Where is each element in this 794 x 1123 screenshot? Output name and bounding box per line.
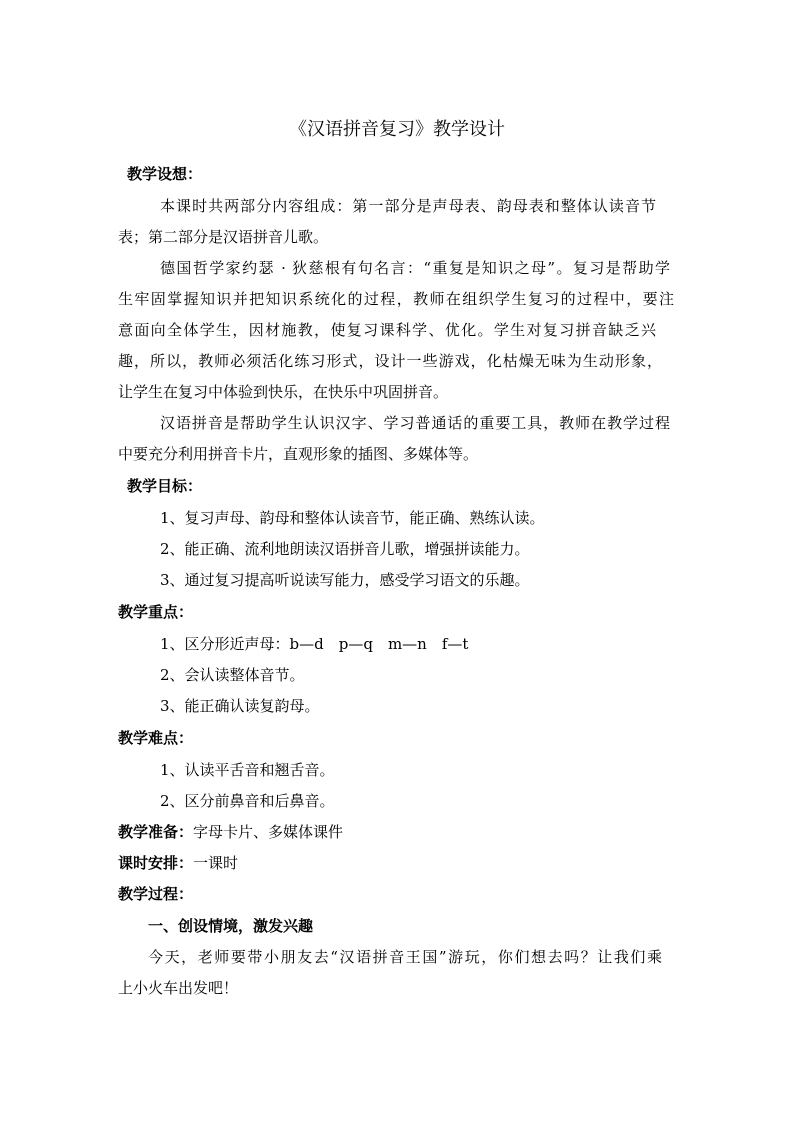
preparation-row <box>118 821 343 843</box>
schedule-label: 课时安排： <box>118 854 194 872</box>
idea-line: 趣，所以，教师必须活化练习形式，设计一些游戏，化枯燥无味为生动形象， <box>118 352 662 370</box>
difficulty-item: 2、区分前鼻音和后鼻音。 <box>160 792 335 810</box>
goal-item: 2、能正确、流利地朗读汉语拼音儿歌，增强拼读能力。 <box>160 540 530 558</box>
idea-line: 让学生在复习中体验到快乐，在快乐中巩固拼音。 <box>118 383 449 401</box>
keypoints-heading: 教学重点： <box>118 603 194 621</box>
process-line: 今天，老师要带小朋友去“汉语拼音王国”游玩，你们想去吗？让我们乘 <box>148 948 662 966</box>
goal-item: 1、复习声母、韵母和整体认读音节，能正确、熟练认读。 <box>160 509 545 527</box>
goals-heading: 教学目标： <box>127 477 203 495</box>
idea-line: 表；第二部分是汉语拼音儿歌。 <box>118 228 329 246</box>
difficulty-item: 1、认读平舌音和翘舌音。 <box>160 761 335 779</box>
idea-line: 德国哲学家约瑟 · 狄慈根有句名言：“重复是知识之母”。复习是帮助学 <box>160 259 670 277</box>
idea-line: 本课时共两部分内容组成：第一部分是声母表、韵母表和整体认读音节 <box>160 197 656 215</box>
idea-heading: 教学设想： <box>127 165 203 183</box>
schedule-value: 一课时 <box>193 854 239 872</box>
difficulties-heading: 教学难点： <box>118 729 194 747</box>
goal-item: 3、通过复习提高听说读写能力，感受学习语文的乐趣。 <box>160 571 530 589</box>
preparation-value: 字母卡片、多媒体课件 <box>193 823 344 841</box>
preparation-label: 教学准备： <box>118 823 194 841</box>
process-heading: 教学过程： <box>118 885 194 903</box>
keypoint-item: 3、能正确认读复韵母。 <box>160 697 320 715</box>
keypoint-item: 1、区分形近声母：b—d p—q m—n f—t <box>160 635 469 653</box>
idea-line: 生牢固掌握知识并把知识系统化的过程，教师在组织学生复习的过程中，要注 <box>118 290 674 308</box>
document-title: 《汉语拼音复习》教学设计 <box>289 119 505 140</box>
process-line: 上小火车出发吧！ <box>118 979 239 997</box>
idea-line: 中要充分利用拼音卡片，直观形象的插图、多媒体等。 <box>118 445 479 463</box>
schedule-row <box>118 852 238 874</box>
process-step-title: 一、创设情境，激发兴趣 <box>148 917 314 935</box>
keypoint-item: 2、会认读整体音节。 <box>160 666 305 684</box>
idea-line: 意面向全体学生，因材施教，使复习课科学、优化。学生对复习拼音缺乏兴 <box>118 321 656 339</box>
idea-line: 汉语拼音是帮助学生认识汉字、学习普通话的重要工具，教师在教学过程 <box>160 414 670 432</box>
